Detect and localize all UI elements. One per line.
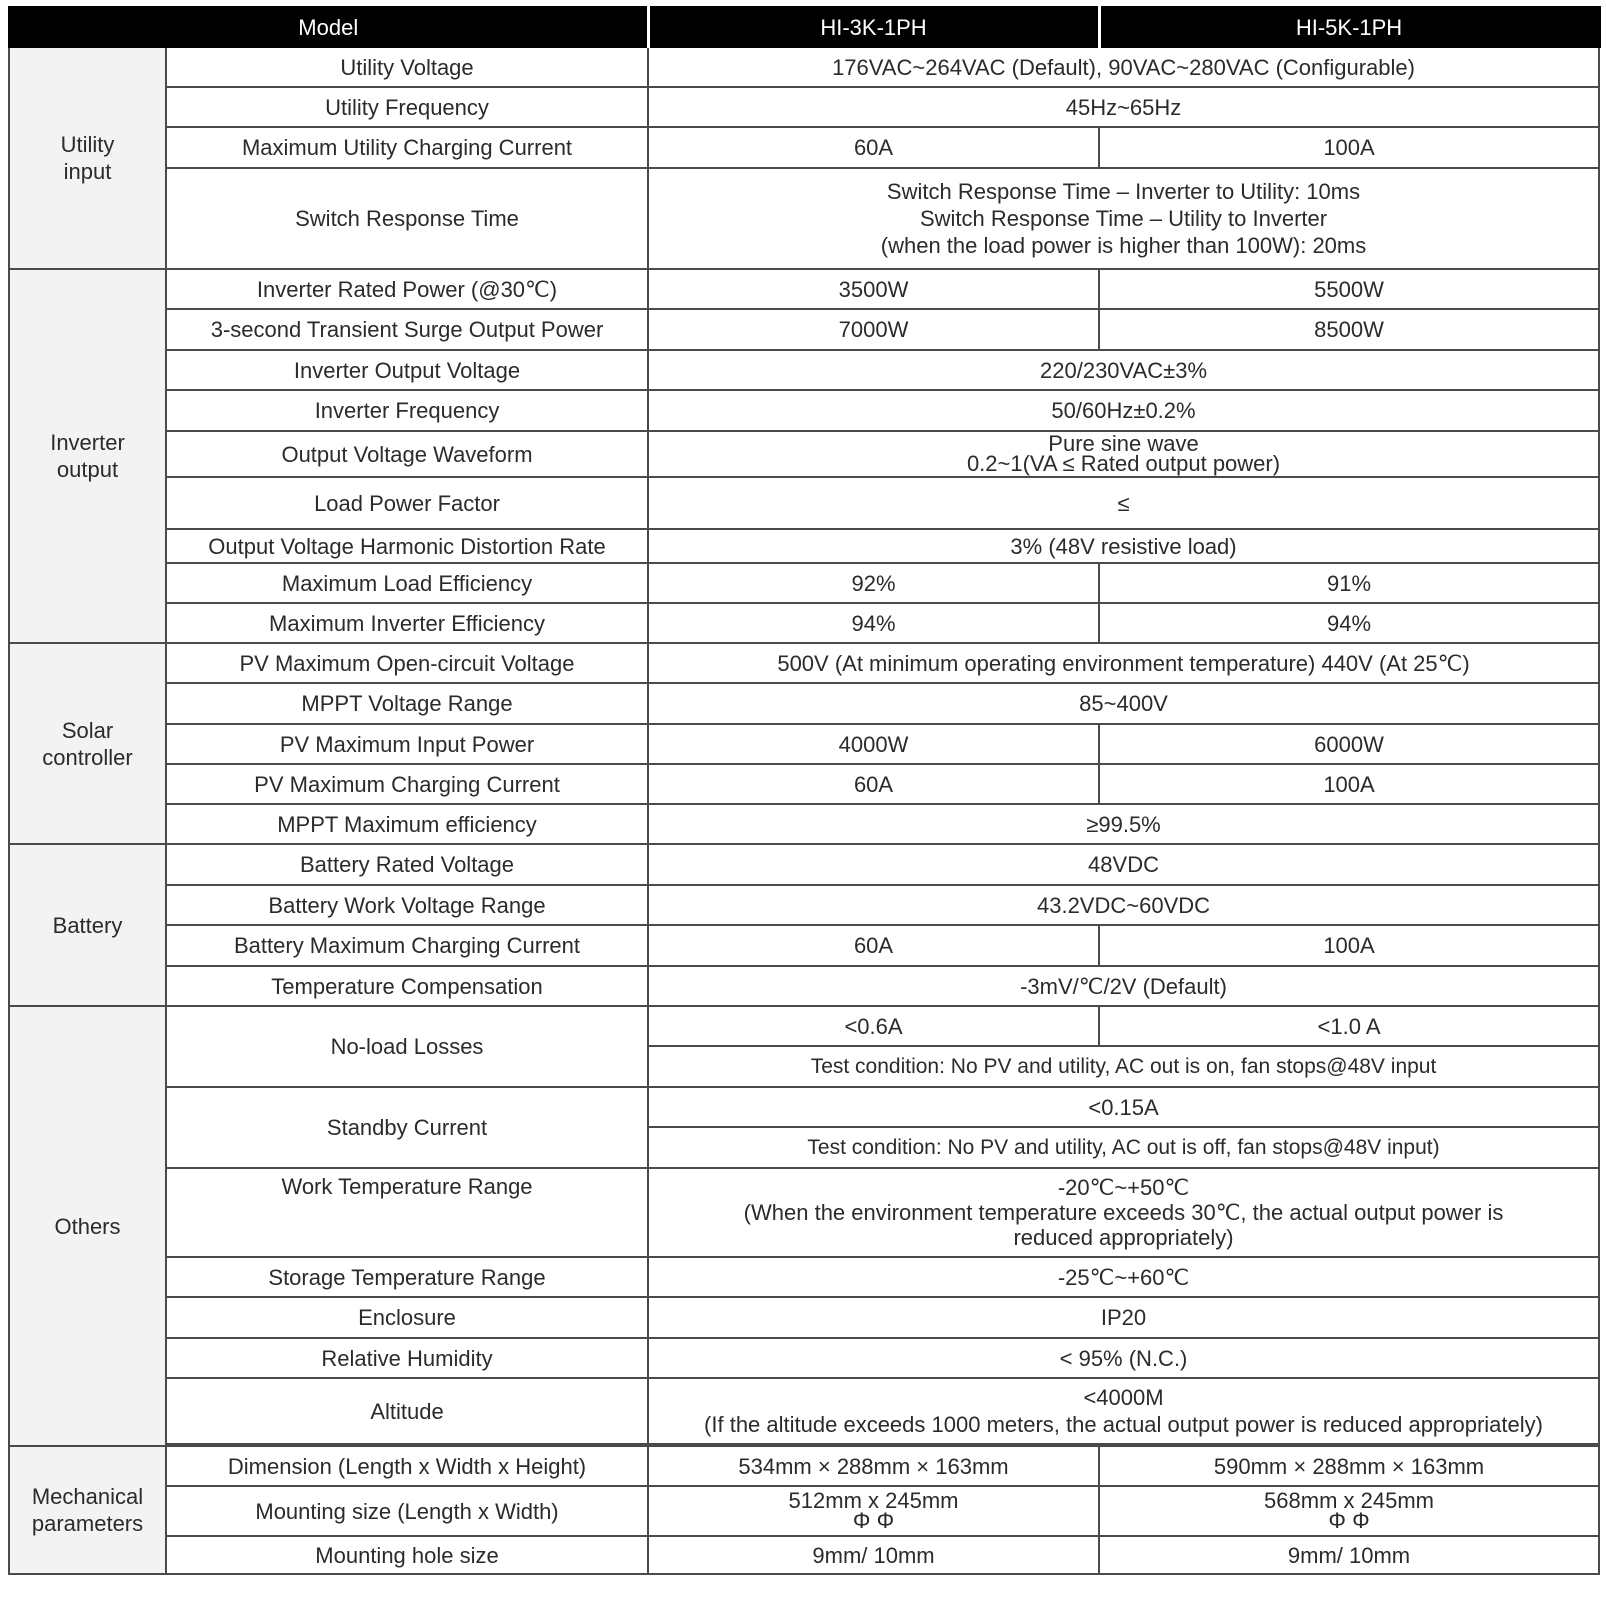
table-row <box>9 47 1599 87</box>
param-label: Load Power Factor <box>166 477 648 529</box>
param-label: Output Voltage Waveform <box>166 431 648 477</box>
table-row <box>9 844 1599 885</box>
param-label: Storage Temperature Range <box>166 1257 648 1297</box>
value-model-a: 60A <box>648 925 1099 966</box>
value-model-a: 4000W <box>648 724 1099 764</box>
table-row <box>9 390 1599 431</box>
param-label: Enclosure <box>166 1297 648 1338</box>
param-label: Work Temperature Range <box>166 1168 648 1257</box>
table-row <box>9 127 1599 168</box>
group-utility-input: Utility input <box>9 47 166 269</box>
value-model-b: <1.0 A <box>1099 1006 1599 1046</box>
table-row <box>9 269 1599 309</box>
group-mechanical: Mechanical parameters <box>9 1446 166 1574</box>
param-label: Altitude <box>166 1378 648 1444</box>
table-row <box>9 477 1599 529</box>
header-model-b: HI-5K-1PH <box>1099 7 1599 47</box>
param-label: Maximum Load Efficiency <box>166 563 648 603</box>
param-label: Inverter Output Voltage <box>166 350 648 390</box>
value-model-b: 94% <box>1099 603 1599 643</box>
param-label: Inverter Rated Power (@30℃) <box>166 269 648 309</box>
group-others: Others <box>9 1006 166 1446</box>
value-model-a: 92% <box>648 563 1099 603</box>
param-value: 85~400V <box>648 683 1599 724</box>
value-model-a: 60A <box>648 127 1099 168</box>
param-label: PV Maximum Open-circuit Voltage <box>166 643 648 683</box>
param-label: Standby Current <box>166 1087 648 1168</box>
param-label: PV Maximum Charging Current <box>166 764 648 804</box>
table-row <box>9 885 1599 925</box>
param-label: Inverter Frequency <box>166 390 648 431</box>
param-value: 45Hz~65Hz <box>648 87 1599 127</box>
param-label: MPPT Voltage Range <box>166 683 648 724</box>
group-battery: Battery <box>9 844 166 1006</box>
param-value: -25℃~+60℃ <box>648 1257 1599 1297</box>
spec-sheet <box>8 6 1598 1575</box>
param-value: <0.15A <box>648 1087 1599 1127</box>
param-value: IP20 <box>648 1297 1599 1338</box>
param-value: Switch Response Time – Inverter to Utility: 10ms Switch Response Time – Utility to Inverter (when the load power is higher than 100W): 20ms <box>648 168 1599 269</box>
param-value: ≤ <box>648 477 1599 529</box>
param-value: 176VAC~264VAC (Default), 90VAC~280VAC (Configurable) <box>648 47 1599 87</box>
table-row <box>9 643 1599 683</box>
table-row <box>9 1297 1599 1338</box>
table-header <box>9 7 1599 47</box>
value-model-b: 100A <box>1099 764 1599 804</box>
table-row <box>9 309 1599 350</box>
table-row <box>9 764 1599 804</box>
value-model-a: 512mm x 245mm Φ Φ <box>648 1486 1099 1536</box>
table-row <box>9 529 1599 563</box>
param-label: Utility Frequency <box>166 87 648 127</box>
param-label: Mounting size (Length x Width) <box>166 1486 648 1536</box>
param-value: < 95% (N.C.) <box>648 1338 1599 1378</box>
table-row <box>9 966 1599 1006</box>
table-row <box>9 1536 1599 1574</box>
table-row <box>9 1257 1599 1297</box>
table-row <box>9 1168 1599 1257</box>
param-label: Dimension (Length x Width x Height) <box>166 1446 648 1486</box>
param-value: ≥99.5% <box>648 804 1599 844</box>
table-row <box>9 683 1599 724</box>
param-value: 220/230VAC±3% <box>648 350 1599 390</box>
param-label: Output Voltage Harmonic Distortion Rate <box>166 529 648 563</box>
value-model-b: 9mm/ 10mm <box>1099 1536 1599 1574</box>
param-value: -20℃~+50℃ (When the environment temperature exceeds 30℃, the actual output power is reduced appropriately) <box>648 1168 1599 1257</box>
value-model-a: 534mm × 288mm × 163mm <box>648 1446 1099 1486</box>
value-model-b: 8500W <box>1099 309 1599 350</box>
param-label: Temperature Compensation <box>166 966 648 1006</box>
value-model-b: 568mm x 245mm Φ Φ <box>1099 1486 1599 1536</box>
value-model-b: 5500W <box>1099 269 1599 309</box>
table-row <box>9 603 1599 643</box>
value-model-a: 7000W <box>648 309 1099 350</box>
table-row <box>9 87 1599 127</box>
param-label: 3-second Transient Surge Output Power <box>166 309 648 350</box>
test-condition-note: Test condition: No PV and utility, AC out is off, fan stops@48V input) <box>648 1127 1599 1168</box>
param-label: No-load Losses <box>166 1006 648 1087</box>
spec-table <box>8 6 1601 1575</box>
param-label: Battery Maximum Charging Current <box>166 925 648 966</box>
table-row <box>9 350 1599 390</box>
value-model-b: 91% <box>1099 563 1599 603</box>
param-label: Relative Humidity <box>166 1338 648 1378</box>
table-row <box>9 724 1599 764</box>
table-row <box>9 1006 1599 1046</box>
param-label: Utility Voltage <box>166 47 648 87</box>
value-model-a: <0.6A <box>648 1006 1099 1046</box>
group-inverter-output: Inverter output <box>9 269 166 643</box>
header-model: Model <box>9 7 648 47</box>
param-value: Pure sine wave 0.2~1(VA ≤ Rated output power) <box>648 431 1599 477</box>
value-model-b: 590mm × 288mm × 163mm <box>1099 1446 1599 1486</box>
param-value: 3% (48V resistive load) <box>648 529 1599 563</box>
table-row <box>9 925 1599 966</box>
param-value: 43.2VDC~60VDC <box>648 885 1599 925</box>
param-label: Maximum Utility Charging Current <box>166 127 648 168</box>
value-model-b: 6000W <box>1099 724 1599 764</box>
table-row <box>9 1486 1599 1536</box>
table-row <box>9 431 1599 477</box>
value-model-b: 100A <box>1099 925 1599 966</box>
table-row <box>9 1446 1599 1486</box>
value-model-b: 100A <box>1099 127 1599 168</box>
value-model-a: 60A <box>648 764 1099 804</box>
param-label: Switch Response Time <box>166 168 648 269</box>
param-label: MPPT Maximum efficiency <box>166 804 648 844</box>
param-value: -3mV/℃/2V (Default) <box>648 966 1599 1006</box>
param-label: Battery Work Voltage Range <box>166 885 648 925</box>
header-model-a: HI-3K-1PH <box>648 7 1099 47</box>
param-value: <4000M (If the altitude exceeds 1000 meters, the actual output power is reduced appropriately) <box>648 1378 1599 1444</box>
param-label: Battery Rated Voltage <box>166 844 648 885</box>
test-condition-note: Test condition: No PV and utility, AC out is on, fan stops@48V input <box>648 1046 1599 1087</box>
table-row <box>9 1378 1599 1444</box>
group-solar-controller: Solar controller <box>9 643 166 844</box>
value-model-a: 94% <box>648 603 1099 643</box>
param-label: Maximum Inverter Efficiency <box>166 603 648 643</box>
param-label: Mounting hole size <box>166 1536 648 1574</box>
table-row <box>9 1087 1599 1127</box>
table-row <box>9 168 1599 269</box>
table-row <box>9 804 1599 844</box>
table-row <box>9 563 1599 603</box>
table-row <box>9 1338 1599 1378</box>
param-value: 48VDC <box>648 844 1599 885</box>
param-value: 50/60Hz±0.2% <box>648 390 1599 431</box>
param-value: 500V (At minimum operating environment temperature) 440V (At 25℃) <box>648 643 1599 683</box>
param-label: PV Maximum Input Power <box>166 724 648 764</box>
value-model-a: 9mm/ 10mm <box>648 1536 1099 1574</box>
value-model-a: 3500W <box>648 269 1099 309</box>
